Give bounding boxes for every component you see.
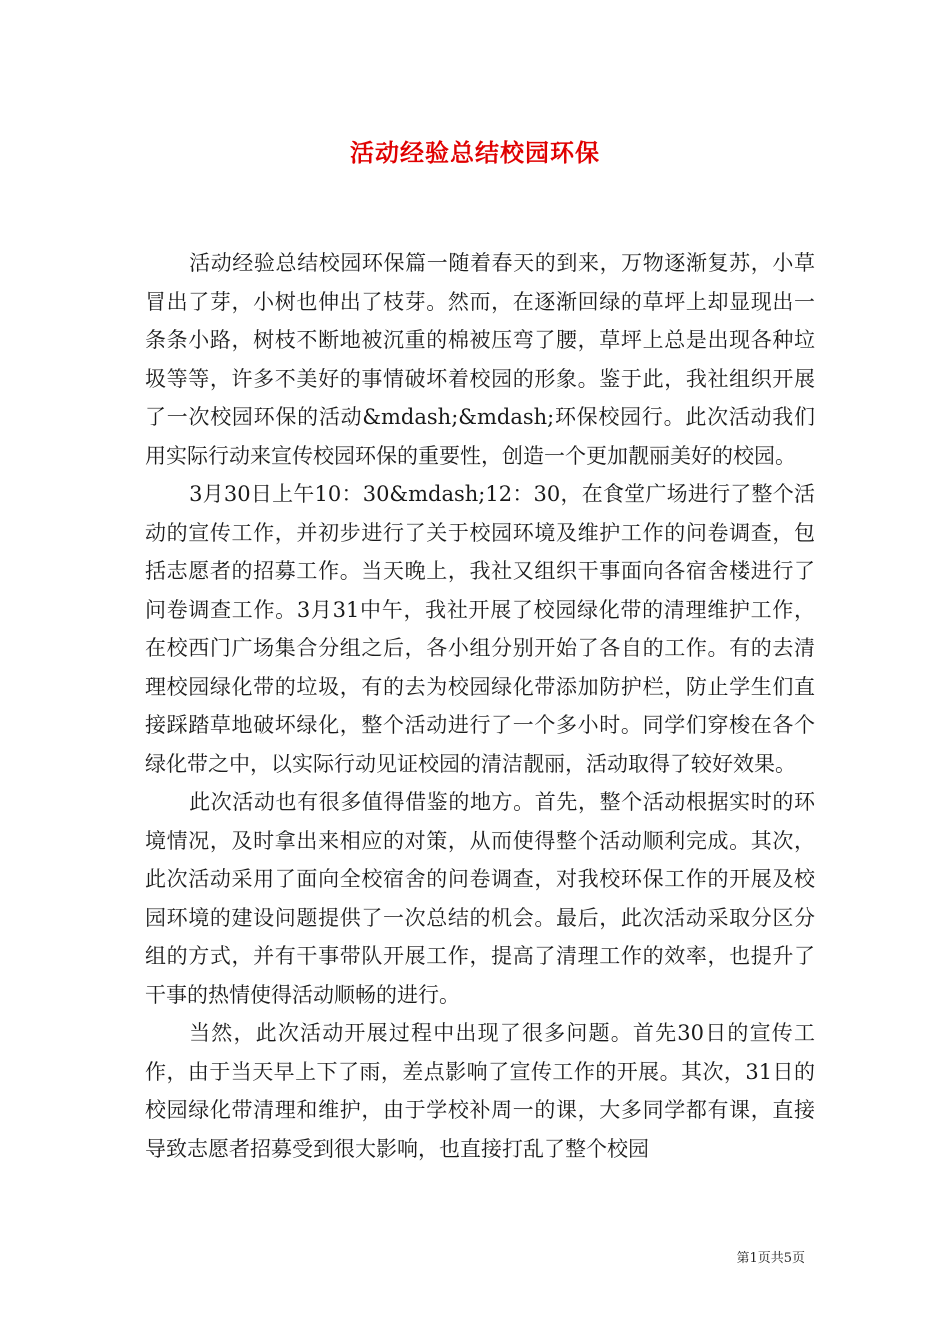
paragraph-4: 当然，此次活动开展过程中出现了很多问题。首先30日的宣传工作，由于当天早上下了雨，差点影响了宣传工作的开展。其次，31日的校园绿化带清理和维护，由于学校补周一的课，大多同学都有课，直接导致志愿者招募受到很大影响，也直接打乱了整个校园 bbox=[145, 1021, 815, 1161]
paragraph-3: 此次活动也有很多值得借鉴的地方。首先，整个活动根据实时的环境情况，及时拿出来相应的对策，从而使得整个活动顺利完成。其次，此次活动采用了面向全校宿舍的问卷调查，对我校环保工作的开展及校园环境的建设问题提供了一次总结的机会。最后，此次活动采取分区分组的方式，并有干事带队开展工作，提高了清理工作的效率，也提升了干事的热情使得活动顺畅的进行。 bbox=[145, 790, 815, 1007]
paragraph-2: 3月30日上午10：30&mdash;12：30，在食堂广场进行了整个活动的宣传工作，并初步进行了关于校园环境及维护工作的问卷调查，包括志愿者的招募工作。当天晚上，我社又组织干事面向各宿舍楼进行了问卷调查工作。3月31中午，我社开展了校园绿化带的清理维护工作，在校西门广场集合分组之后，各小组分别开始了各自的工作。有的去清理校园绿化带的垃圾，有的去为校园绿化带添加防护栏，防止学生们直接踩踏草地破坏绿化，整个活动进行了一个多小时。同学们穿梭在各个绿化带之中，以实际行动见证校园的清洁靓丽，活动取得了较好效果。 bbox=[145, 482, 815, 776]
document-body bbox=[145, 244, 815, 1168]
page-number: 第1页共5页 bbox=[736, 1251, 805, 1266]
paragraph-1: 活动经验总结校园环保篇一随着春天的到来，万物逐渐复苏，小草冒出了芽，小树也伸出了枝芽。然而，在逐渐回绿的草坪上却显现出一条条小路，树枝不断地被沉重的棉被压弯了腰，草坪上总是出现各种垃圾等等，许多不美好的事情破坏着校园的形象。鉴于此，我社组织开展了一次校园环保的活动&mdash;&mdash;环保校园行。此次活动我们用实际行动来宣传校园环保的重要性，创造一个更加靓丽美好的校园。 bbox=[145, 251, 815, 468]
document-title: 活动经验总结校园环保 bbox=[350, 138, 600, 167]
